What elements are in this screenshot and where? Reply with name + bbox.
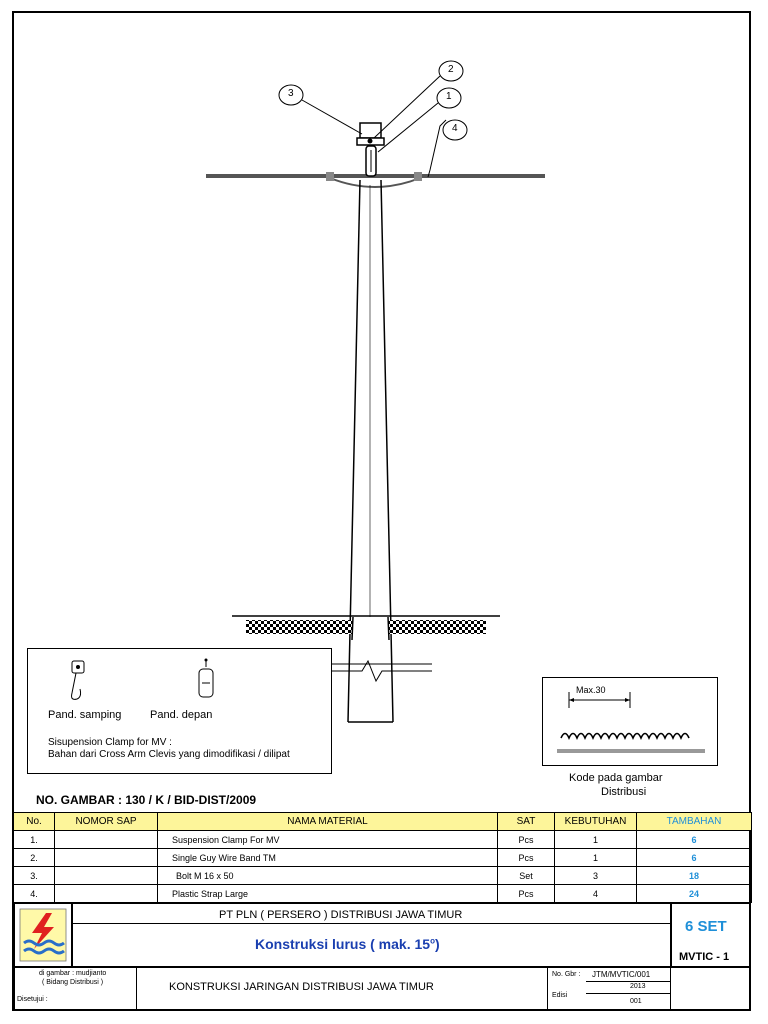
pole-through-ground xyxy=(353,617,388,637)
cell-material: Suspension Clamp For MV xyxy=(158,831,498,849)
construction-title-cell xyxy=(73,924,671,968)
drawn-by-dept: ( Bidang Distribusi ) xyxy=(42,979,104,986)
col-header-material: NAMA MATERIAL xyxy=(158,813,498,831)
col-header-unit: SAT xyxy=(498,813,555,831)
edition-value: 001 xyxy=(630,998,642,1005)
clamp-side-view-icon xyxy=(64,659,94,703)
drawing-no-cell xyxy=(548,968,671,1011)
edition-label: Edisi xyxy=(552,992,568,999)
cell-material: Plastic Strap Large xyxy=(158,885,498,903)
pole-left-edge xyxy=(348,180,360,722)
callout-1-label: 1 xyxy=(446,91,452,102)
title-block xyxy=(13,902,751,1011)
construction-title xyxy=(255,936,440,952)
logo-cell xyxy=(13,902,73,968)
plastic-strap-code-mark xyxy=(543,678,719,767)
drawing-no-label: No. Gbr : xyxy=(552,971,581,978)
conductor-sag xyxy=(330,178,420,187)
company-name: PT PLN ( PERSERO ) DISTRIBUSI JAWA TIMUR xyxy=(219,909,463,921)
pole-cap xyxy=(360,123,381,138)
band-bolt xyxy=(368,139,373,144)
construction-title-close: ) xyxy=(434,936,440,952)
cell-additional: 6 xyxy=(637,831,752,849)
drawn-by-cell xyxy=(13,968,137,1011)
material-table xyxy=(13,812,752,903)
cell-sap xyxy=(55,867,158,885)
conductor-sleeve-left xyxy=(326,172,334,181)
cell-material: Bolt M 16 x 50 xyxy=(158,867,498,885)
network-title: KONSTRUKSI JARINGAN DISTRIBUSI JAWA TIMUR xyxy=(169,981,434,993)
table-row xyxy=(14,831,752,849)
cell-no: 2. xyxy=(14,849,55,867)
cell-no: 4. xyxy=(14,885,55,903)
cell-additional: 6 xyxy=(637,849,752,867)
front-view-label: Pand. depan xyxy=(150,709,213,721)
cell-requirement: 1 xyxy=(555,831,637,849)
detail-note-line1: Sisupension Clamp for MV : xyxy=(48,737,172,748)
cell-material: Single Guy Wire Band TM xyxy=(158,849,498,867)
set-cell xyxy=(671,902,751,968)
cell-no: 3. xyxy=(14,867,55,885)
cell-additional: 24 xyxy=(637,885,752,903)
cell-unit: Pcs xyxy=(498,849,555,867)
clamp-detail-box xyxy=(27,648,332,774)
approved-by: Disetujui : xyxy=(17,996,48,1003)
code-caption-line2: Distribusi xyxy=(601,786,647,798)
network-title-cell xyxy=(137,968,548,1011)
code-mark-box xyxy=(542,677,718,766)
cell-no: 1. xyxy=(14,831,55,849)
company-cell xyxy=(73,902,671,924)
pole-right-edge xyxy=(381,180,393,722)
drawing-number: NO. GAMBAR : 130 / K / BID-DIST/2009 xyxy=(36,793,257,807)
col-header-additional: TAMBAHAN xyxy=(637,813,752,831)
callout-4-label: 4 xyxy=(452,123,458,134)
conductor-sleeve-right xyxy=(414,172,422,181)
drawing-no-divider xyxy=(586,981,671,982)
drawing-no-value: JTM/MVTIC/001 xyxy=(592,970,651,979)
table-header-row xyxy=(14,813,752,831)
table-row xyxy=(14,867,752,885)
col-header-no: No. xyxy=(14,813,55,831)
cell-unit: Pcs xyxy=(498,885,555,903)
callout-3-label: 3 xyxy=(288,88,294,99)
max-dimension-label: Max.30 xyxy=(576,685,606,695)
cell-sap xyxy=(55,849,158,867)
year: 2013 xyxy=(630,983,646,990)
cell-requirement: 1 xyxy=(555,849,637,867)
callout-1-leader xyxy=(378,103,438,152)
clamp-front-view-icon xyxy=(194,657,218,701)
table-row xyxy=(14,885,752,903)
cell-unit: Set xyxy=(498,867,555,885)
construction-title-degree: o xyxy=(430,936,435,946)
callout-3-leader xyxy=(302,100,362,134)
year-divider xyxy=(586,993,671,994)
drawn-by: di gambar : mudjianto xyxy=(39,970,107,977)
callout-2-label: 2 xyxy=(448,64,454,75)
cell-requirement: 3 xyxy=(555,867,637,885)
detail-note-line2: Bahan dari Cross Arm Clevis yang dimodifikasi / dilipat xyxy=(48,749,290,760)
cell-requirement: 4 xyxy=(555,885,637,903)
pln-logo-icon xyxy=(18,907,68,963)
cell-unit: Pcs xyxy=(498,831,555,849)
col-header-sap: NOMOR SAP xyxy=(55,813,158,831)
construction-code: MVTIC - 1 xyxy=(679,951,730,963)
side-view-label: Pand. samping xyxy=(48,709,122,721)
table-row xyxy=(14,849,752,867)
set-quantity: 6 SET xyxy=(685,918,727,935)
cell-sap xyxy=(55,885,158,903)
construction-title-text: Konstruksi lurus ( mak. 15 xyxy=(255,936,431,952)
code-caption-line1: Kode pada gambar xyxy=(569,772,663,784)
cell-additional: 18 xyxy=(637,867,752,885)
cell-sap xyxy=(55,831,158,849)
col-header-requirement: KEBUTUHAN xyxy=(555,813,637,831)
